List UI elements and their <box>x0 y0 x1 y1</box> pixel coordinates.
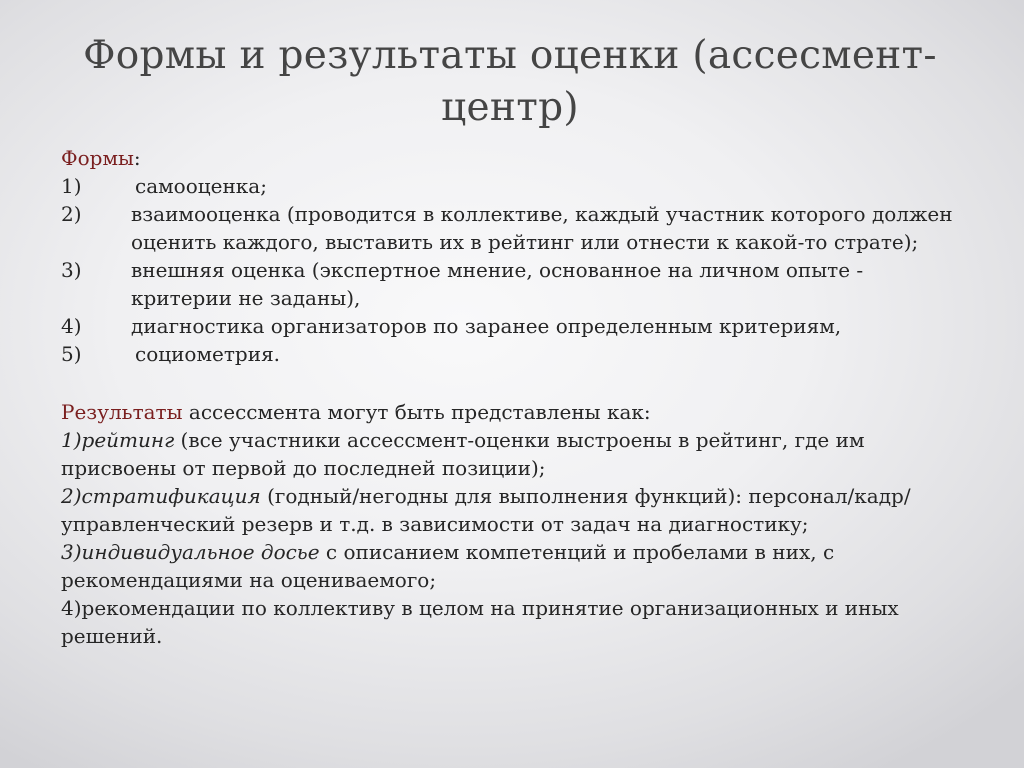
results-label: Результаты <box>61 400 183 424</box>
list-item-number: 2) <box>61 202 82 226</box>
results-text: (годный/негодны для выполнения функций): персонал/кадр/управленческий резерв и т.д. в зависимости от задач на диагностику; <box>61 484 911 536</box>
list-item-text: самооценка; <box>135 174 267 198</box>
slide-body <box>61 144 961 650</box>
forms-heading <box>61 144 961 172</box>
slide-title: Формы и результаты оценки (ассесмент-центр) <box>83 33 937 130</box>
results-text: 4)рекомендации по коллективу в целом на принятие организационных и иных решений. <box>61 596 899 648</box>
list-item-text: социометрия. <box>135 342 281 366</box>
forms-list-item <box>61 200 961 256</box>
forms-list-item <box>61 312 961 340</box>
forms-list-item <box>61 256 961 312</box>
list-item-text: взаимооценка (проводится в коллективе, каждый участник которого должен оценить каждого, выставить их в рейтинг или отнести к какой-то страте); <box>131 202 953 254</box>
forms-colon: : <box>133 146 141 170</box>
list-item-number: 1) <box>61 174 82 198</box>
results-text: с описанием компетенций и пробелами в них, с рекомендациями на оцениваемого; <box>61 540 835 592</box>
list-item-number: 4) <box>61 314 82 338</box>
results-intro: ассессмента могут быть представлены как: <box>182 400 651 424</box>
results-item <box>61 538 961 594</box>
results-heading <box>61 398 961 426</box>
forms-label: Формы <box>61 146 134 170</box>
forms-list-item <box>61 340 961 368</box>
list-item-number: 3) <box>61 258 82 282</box>
list-item-text: диагностика организаторов по заранее определенным критериям, <box>131 314 842 338</box>
results-term: 3)индивидуальное досье <box>61 540 320 564</box>
section-spacer <box>61 368 961 398</box>
results-text: (все участники ассессмент-оценки выстроены в рейтинг, где им присвоены от первой до последней позиции); <box>61 428 865 480</box>
results-item <box>61 426 961 482</box>
results-item <box>61 482 961 538</box>
list-item-text: внешняя оценка (экспертное мнение, основанное на личном опыте - критерии не заданы), <box>131 258 864 310</box>
forms-list-item <box>61 172 961 200</box>
results-item <box>61 594 961 650</box>
results-term: 2)стратификация <box>61 484 261 508</box>
list-item-number: 5) <box>61 342 82 366</box>
results-term: 1)рейтинг <box>61 428 175 452</box>
